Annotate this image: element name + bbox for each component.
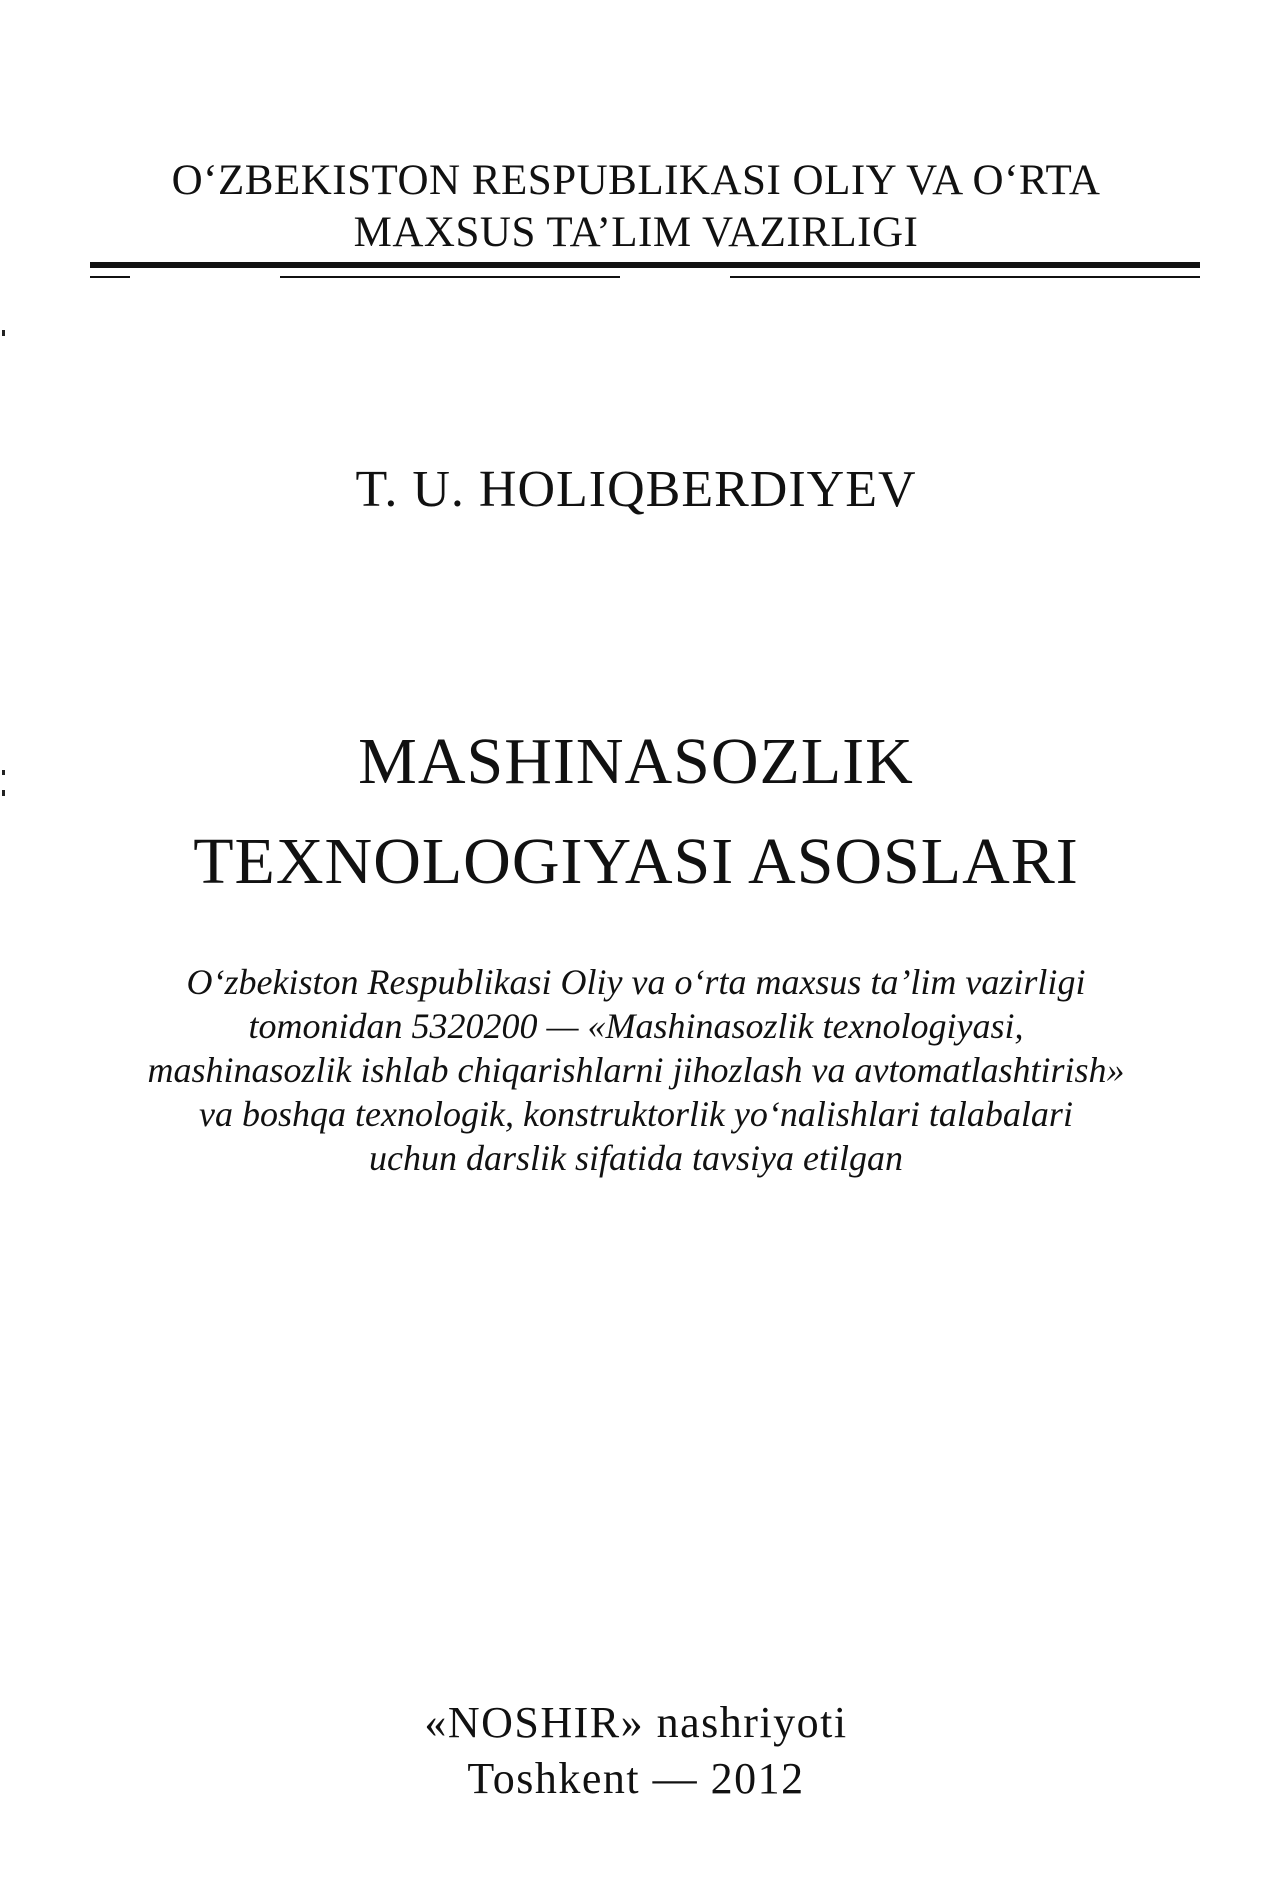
scan-artifact bbox=[2, 330, 5, 336]
book-title-line-2: TEXNOLOGIYASI ASOSLARI bbox=[193, 825, 1079, 898]
book-title-line-1: MASHINASOZLIK bbox=[358, 725, 914, 798]
header-divider-thin bbox=[90, 276, 130, 278]
approval-statement bbox=[70, 960, 1202, 1180]
approval-line-5: uchun darslik sifatida tavsiya etilgan bbox=[369, 1138, 903, 1178]
book-title bbox=[0, 712, 1272, 912]
header-divider-thin bbox=[730, 276, 1200, 278]
header-divider-thin bbox=[280, 276, 620, 278]
ministry-line-1: O‘ZBEKISTON RESPUBLIKASI OLIY VA O‘RTA bbox=[171, 157, 1101, 204]
ministry-header bbox=[0, 155, 1272, 259]
approval-line-3: mashinasozlik ishlab chiqarishlarni jihozlash va avtomatlashtirish» bbox=[147, 1050, 1125, 1090]
header-divider-thick bbox=[90, 262, 1200, 268]
publisher-block bbox=[0, 1695, 1272, 1807]
approval-line-4: va boshqa texnologik, konstruktorlik yo‘nalishlari talabalari bbox=[199, 1094, 1073, 1134]
author-name: T. U. HOLIQBERDIYEV bbox=[355, 461, 917, 518]
publication-city-year: Toshkent — 2012 bbox=[467, 1754, 805, 1803]
approval-line-2: tomonidan 5320200 — «Mashinasozlik texnologiyasi, bbox=[248, 1006, 1024, 1046]
approval-line-1: O‘zbekiston Respublikasi Oliy va o‘rta maxsus ta’lim vazirligi bbox=[186, 962, 1086, 1002]
ministry-line-2: MAXSUS TA’LIM VAZIRLIGI bbox=[353, 209, 919, 256]
publisher-name: «NOSHIR» nashriyoti bbox=[424, 1698, 848, 1747]
